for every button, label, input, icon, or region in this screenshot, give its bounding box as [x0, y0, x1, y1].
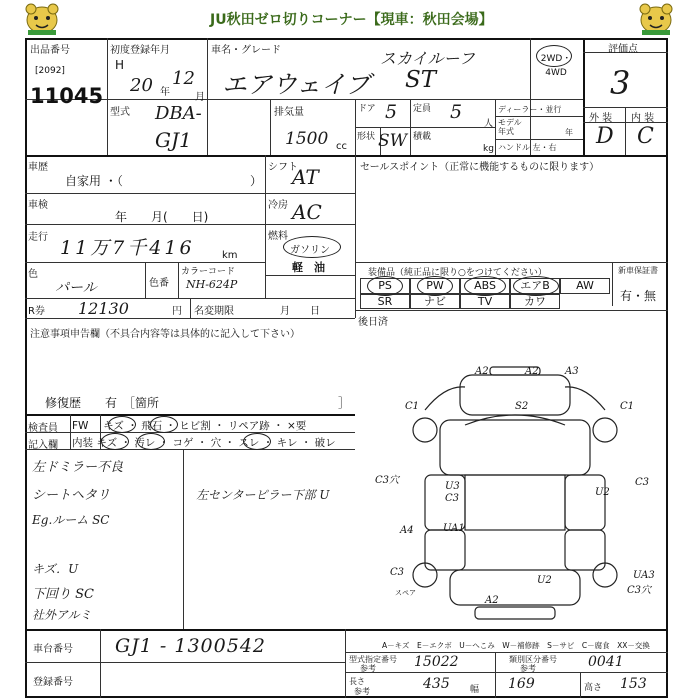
capacity-value: 5	[450, 101, 463, 123]
aircon-value: AC	[292, 200, 322, 224]
note-right: 左センターピラー下部 U	[196, 488, 330, 502]
inspect-hole: 穴	[210, 437, 222, 449]
note-2: シートヘタリ	[32, 488, 111, 503]
diagram-mark-c1-left: C1	[405, 401, 420, 412]
header-bar	[0, 0, 700, 38]
height-label: 高さ	[584, 683, 603, 693]
month-unit: 月	[195, 92, 205, 103]
color-code-label: カラーコード	[181, 267, 236, 277]
height-value: 153	[620, 676, 647, 692]
model-year-label: モデル 年式	[498, 118, 522, 136]
equip-pw-circle	[417, 276, 453, 296]
yen-label: 円	[172, 306, 182, 317]
inspect-wear-circle	[243, 433, 271, 450]
inspect-burn: コゲ	[172, 437, 194, 449]
history-close: ）	[250, 174, 263, 188]
mascot-right-icon	[636, 2, 676, 36]
reg-month-value: 12	[172, 68, 195, 89]
diagram-mark-c3-lower: C3	[390, 567, 405, 578]
interior-value: C	[637, 124, 654, 149]
equip-navi: ナビ	[410, 294, 460, 309]
inspector-label: 検査員	[28, 423, 58, 434]
mileage-label: 走行	[28, 232, 48, 243]
diagram-mark-s2: S2	[515, 401, 529, 412]
equip-tv: TV	[460, 294, 510, 309]
width-label: 幅	[470, 685, 480, 695]
color-label: 色	[28, 269, 38, 280]
lot-small: [2092]	[35, 66, 65, 76]
note-1: 左ドミラー不良	[32, 460, 124, 475]
door-label: ドア	[358, 104, 376, 114]
length-ref: 参考	[354, 687, 370, 696]
kg-label: kg	[483, 144, 494, 154]
inspect-fw: FW	[72, 420, 89, 432]
diagram-mark-c3-hole: C3穴	[375, 475, 400, 486]
note-6: 社外アルミ	[32, 608, 92, 622]
lot-no-label: 出品番号	[30, 45, 70, 56]
doors-value: 5	[385, 101, 398, 123]
diagram-mark-u2-lower: U2	[537, 575, 552, 586]
reg-no-label: 登録番号	[33, 677, 73, 688]
name-change-date: 月 日	[280, 306, 320, 317]
handle-label: ハンドル 左・右	[498, 143, 557, 152]
inspect-i-scratch-circle	[101, 433, 129, 450]
model-value: GJ1	[155, 128, 192, 152]
inspect-cut: キレ	[276, 437, 298, 449]
diagram-mark-c1-right: C1	[620, 401, 635, 412]
inspect-scratch: キズ	[103, 420, 124, 432]
length-value: 435	[423, 676, 450, 692]
diagram-mark-u3: U3	[445, 481, 460, 492]
chassis-value: GJ1 - 1300542	[115, 635, 267, 657]
inspect-crack: ヒビ割	[179, 420, 211, 432]
model-year-unit: 年	[565, 128, 573, 137]
shape-value: SW	[378, 131, 408, 151]
fuel-label: 燃料	[268, 231, 288, 242]
exterior-label: 外 装	[589, 113, 613, 124]
inspection-date: 年 月( 日)	[115, 210, 209, 224]
shape-label: 形状	[357, 132, 376, 142]
shift-label: シフト	[268, 162, 298, 173]
warranty-value: 有・無	[620, 289, 657, 303]
length-label: 長さ	[349, 677, 365, 686]
car-diagram	[365, 365, 665, 625]
spare-label: スペア	[395, 589, 416, 597]
first-reg-label: 初度登録年月	[110, 45, 170, 56]
inspect-row2: 内装 キズ ・ 汚レ ・ コゲ ・ 穴 ・ スレ ・ キレ ・ 破レ	[72, 437, 336, 449]
diagram-mark-c3-hole-right: C3穴	[627, 585, 652, 596]
inspect-tear: 破レ	[314, 437, 336, 449]
cc-label: cc	[336, 141, 347, 152]
model-label: 型式	[110, 107, 130, 118]
drive-circle	[536, 45, 572, 67]
note-5: 下回り SC	[32, 587, 94, 602]
inspect-chip: 飛石	[141, 420, 163, 432]
car-name-value: エアウェイブ	[222, 70, 371, 99]
inspect-wear: スレ	[238, 437, 260, 449]
diagram-mark-ua3: UA3	[633, 570, 655, 581]
equipment-label: 装備品（純正品に限り○をつけてください）	[368, 268, 547, 278]
color-code-value: NH-624P	[186, 278, 238, 291]
lot-no-value: 11045	[30, 84, 104, 108]
history-value: 自家用 ・（	[65, 174, 123, 188]
interior-label: 内 装	[631, 113, 655, 124]
inspect-dirt: 汚レ	[134, 437, 156, 449]
equip-aw: AW	[560, 278, 610, 294]
damage-legend: A－キズ E－エクボ U－へこみ W－補修跡 S－サビ C－腐食 XX－交換	[382, 641, 650, 650]
inspect-i-scratch: キズ	[96, 437, 118, 449]
recorder-label: 記入欄	[28, 440, 58, 451]
displacement-value: 1500	[285, 129, 329, 149]
equip-airbag-circle	[513, 276, 559, 296]
color-value: パール	[55, 280, 97, 296]
name-change-label: 名変期限	[194, 306, 234, 317]
mascot-left-icon	[22, 2, 62, 36]
score-value: 3	[610, 64, 631, 102]
note-3: Eg.ルーム SC	[32, 513, 110, 527]
inspect-dirt-circle	[137, 433, 165, 450]
exterior-value: D	[596, 124, 614, 149]
width-value: 169	[508, 676, 535, 692]
drive-value: 2WD・4WD	[540, 54, 572, 78]
note-4: キズ．U	[32, 562, 79, 576]
equip-ps: PS	[360, 278, 410, 294]
diagram-mark-a2-rear: A2	[485, 595, 499, 606]
load-label: 積載	[413, 132, 432, 142]
diagram-mark-a2-1: A2	[475, 366, 489, 377]
diagram-mark-c3-right: C3	[635, 477, 650, 488]
rear-seat-label: 後日済	[358, 317, 388, 328]
type-cert-value: 15022	[414, 654, 459, 670]
capacity-label: 定員	[413, 104, 432, 114]
header-title: JU秋田ゼロ切りコーナー【現車：秋田会場】	[210, 12, 493, 28]
diagram-mark-ua1: UA1	[443, 523, 465, 534]
diagram-mark-a4: A4	[400, 525, 414, 536]
car-name-label: 車名・グレード	[211, 45, 281, 56]
type-class-label: 類別区分番号	[509, 655, 557, 664]
repair-close: ］	[338, 396, 351, 410]
fuel-gasoline: ガソリン	[290, 245, 330, 256]
equip-leather: カワ	[510, 294, 560, 309]
model-prefix-value: DBA-	[155, 103, 202, 124]
year-unit: 年	[160, 87, 170, 98]
equip-sr: SR	[360, 294, 410, 309]
inspect-repair: リペア跡	[227, 420, 270, 432]
grade-value: ST	[405, 67, 437, 93]
chassis-label: 車台番号	[33, 644, 73, 655]
displacement-label: 排気量	[274, 107, 304, 118]
fuel-selected-circle	[283, 236, 341, 258]
inspect-interior: 内装	[72, 437, 93, 449]
score-label: 評価点	[608, 44, 638, 55]
equip-pw: PW	[410, 278, 460, 294]
aircon-label: 冷房	[268, 200, 288, 211]
diagram-mark-a3: A3	[565, 366, 579, 377]
type-class-ref: 参考	[520, 664, 536, 673]
recycle-value: 12130	[78, 299, 129, 318]
repair-label: 修復歴 有 ［箇所	[45, 396, 160, 410]
shift-value: AT	[292, 165, 319, 189]
color-no-label: 色番	[149, 278, 169, 289]
reg-year-value: 20	[130, 75, 153, 96]
diagram-mark-c3-inner: C3	[445, 493, 460, 504]
dealer-label: ディーラー・並行	[498, 105, 562, 114]
fuel-diesel: 軽 油	[292, 261, 325, 274]
equip-airbag: エアB	[510, 278, 560, 294]
inspect-need: ×要	[286, 420, 307, 432]
equip-abs: ABS	[460, 278, 510, 294]
type-cert-ref: 参考	[360, 664, 376, 673]
history-label: 車歴	[28, 162, 48, 173]
diagram-mark-u2-right: U2	[595, 487, 610, 498]
inspect-scratch-circle	[108, 416, 136, 433]
diagram-mark-a2-2: A2	[525, 366, 539, 377]
skyroof-value: スカイルーフ	[380, 49, 475, 68]
era-label: H	[115, 58, 125, 72]
equip-ps-circle	[367, 276, 403, 296]
inspection-label: 車検	[28, 200, 48, 211]
notes-label: 注意事項申告欄（不具合内容等は具体的に記入して下さい）	[30, 329, 300, 340]
type-cert-label: 型式指定番号	[349, 655, 397, 664]
km-label: km	[222, 250, 238, 261]
person-label: 人	[484, 119, 494, 129]
recycle-label: R券	[28, 306, 45, 317]
inspect-row1: FW キズ ・ 飛石 ・ ヒビ割 ・ リペア跡 ・ ×要	[72, 420, 307, 432]
type-class-value: 0041	[588, 654, 624, 670]
mileage-value: 11万7千416	[60, 237, 195, 259]
equip-abs-circle	[464, 276, 506, 296]
sales-point-label: セールスポイント（正常に機能するものに限ります）	[360, 162, 600, 173]
new-warranty-label: 新車保証書	[618, 266, 658, 275]
inspect-chip-circle	[150, 416, 178, 433]
